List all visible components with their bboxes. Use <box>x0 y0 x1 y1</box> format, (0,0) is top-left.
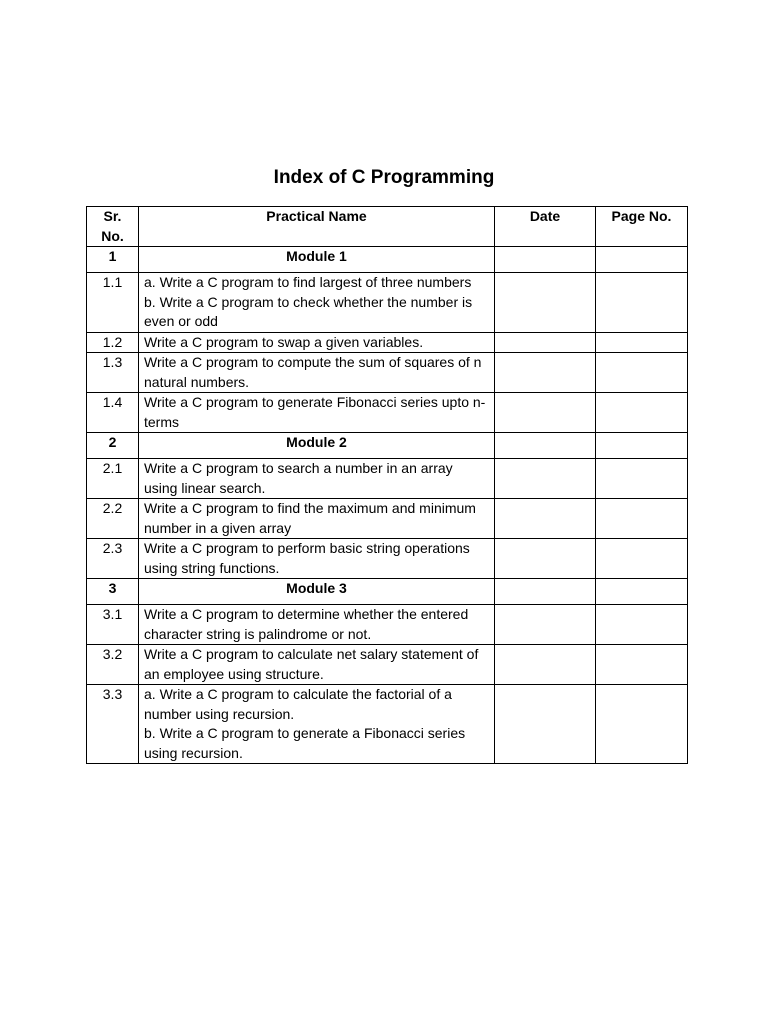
page-no-cell <box>596 579 688 605</box>
page-no-cell <box>596 605 688 645</box>
sr-no-cell: 2.3 <box>87 539 139 579</box>
date-cell <box>495 433 596 459</box>
page-no-cell <box>596 459 688 499</box>
table-row <box>87 273 688 333</box>
table-row <box>87 459 688 499</box>
header-sr-no <box>87 207 139 247</box>
sr-no-cell: 3.1 <box>87 605 139 645</box>
table-body <box>87 247 688 764</box>
module-title: Module 3 <box>139 579 495 605</box>
date-cell <box>495 353 596 393</box>
index-table <box>86 206 688 764</box>
practical-name-text: b. Write a C program to generate a Fibonacci series using recursion. <box>144 725 466 761</box>
date-cell <box>495 393 596 433</box>
page-no-cell <box>596 393 688 433</box>
date-cell <box>495 539 596 579</box>
module-number: 1 <box>87 247 139 273</box>
practical-name-cell <box>139 353 495 393</box>
sr-no-cell: 3.2 <box>87 645 139 685</box>
date-cell <box>495 459 596 499</box>
date-cell <box>495 273 596 333</box>
table-row <box>87 645 688 685</box>
practical-name-text: a. Write a C program to find largest of three numbers <box>144 274 472 290</box>
sr-no-cell: 1.1 <box>87 273 139 333</box>
table-row <box>87 539 688 579</box>
page-no-cell <box>596 499 688 539</box>
sr-no-cell: 3.3 <box>87 685 139 764</box>
practical-name-cell <box>139 459 495 499</box>
date-cell <box>495 685 596 764</box>
table-row <box>87 332 688 353</box>
practical-name-cell <box>139 605 495 645</box>
practical-name-text: Write a C program to swap a given variables. <box>144 333 424 350</box>
page-no-cell <box>596 353 688 393</box>
page-no-cell <box>596 645 688 685</box>
module-row <box>87 433 688 459</box>
practical-name-cell <box>139 539 495 579</box>
practical-name-text: a. Write a C program to calculate the factorial of a number using recursion. <box>144 686 452 722</box>
module-number: 3 <box>87 579 139 605</box>
table-row <box>87 393 688 433</box>
module-row <box>87 247 688 273</box>
table-row <box>87 353 688 393</box>
practical-name-cell <box>139 393 495 433</box>
sr-no-cell: 2.2 <box>87 499 139 539</box>
page-no-cell <box>596 539 688 579</box>
table-row <box>87 605 688 645</box>
practical-name-cell <box>139 332 495 353</box>
header-sr-line: Sr. <box>103 208 122 224</box>
page-no-cell <box>596 685 688 764</box>
practical-name-cell <box>139 273 495 333</box>
sr-no-cell: 1.3 <box>87 353 139 393</box>
date-cell <box>495 332 596 353</box>
module-number: 2 <box>87 433 139 459</box>
date-cell <box>495 605 596 645</box>
page-no-cell <box>596 247 688 273</box>
date-cell <box>495 579 596 605</box>
header-sr-line: No. <box>101 227 124 244</box>
module-title: Module 2 <box>139 433 495 459</box>
header-page-no: Page No. <box>596 207 688 247</box>
date-cell <box>495 247 596 273</box>
module-row <box>87 579 688 605</box>
table-row <box>87 685 688 764</box>
page-no-cell <box>596 273 688 333</box>
practical-name-cell <box>139 499 495 539</box>
header-row <box>87 207 688 247</box>
header-date: Date <box>495 207 596 247</box>
practical-name-text: Write a C program to compute the sum of squares of n natural numbers. <box>144 354 482 390</box>
date-cell <box>495 499 596 539</box>
practical-name-text: Write a C program to perform basic string operations using string functions. <box>144 540 470 576</box>
date-cell <box>495 645 596 685</box>
sr-no-cell: 2.1 <box>87 459 139 499</box>
page-no-cell <box>596 433 688 459</box>
practical-name-text: Write a C program to calculate net salary statement of an employee using structure. <box>144 646 479 682</box>
practical-name-text: Write a C program to find the maximum and minimum number in a given array <box>144 500 476 536</box>
practical-name-text: Write a C program to search a number in an array using linear search. <box>144 460 453 496</box>
practical-name-text: Write a C program to generate Fibonacci series upto n-terms <box>144 394 486 430</box>
practical-name-text: Write a C program to determine whether the entered character string is palindrome or not. <box>144 606 469 642</box>
practical-name-text: b. Write a C program to check whether the number is even or odd <box>144 293 473 329</box>
page-no-cell <box>596 332 688 353</box>
table-row <box>87 499 688 539</box>
practical-name-cell <box>139 645 495 685</box>
page-title: Index of C Programming <box>273 167 495 188</box>
practical-name-cell <box>139 685 495 764</box>
header-practical-name: Practical Name <box>139 207 495 247</box>
module-title: Module 1 <box>139 247 495 273</box>
sr-no-cell: 1.2 <box>87 332 139 353</box>
sr-no-cell: 1.4 <box>87 393 139 433</box>
